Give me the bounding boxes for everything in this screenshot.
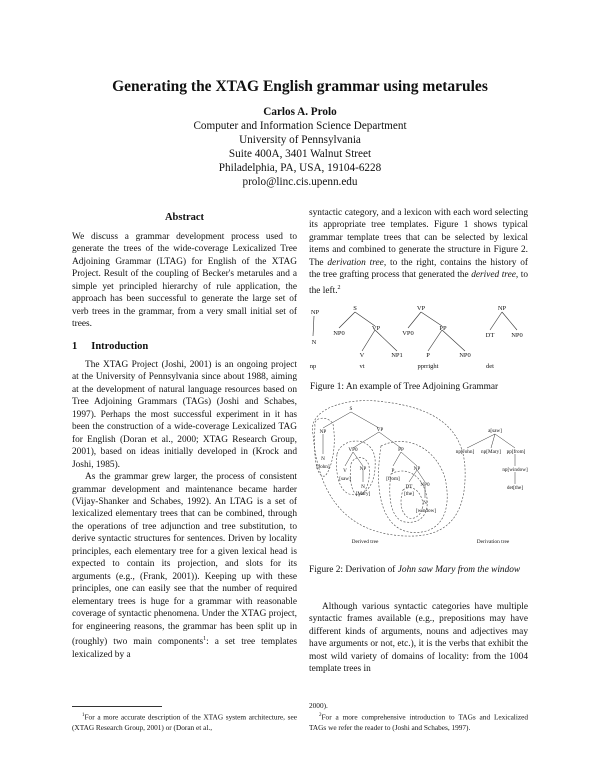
derivation-node: np[window] xyxy=(502,467,528,473)
footnote-1-number: 1 xyxy=(82,713,85,718)
derived-node: [Mary] xyxy=(355,491,371,497)
figure-2-caption xyxy=(309,564,528,576)
fig1-label: P xyxy=(426,352,430,359)
author-university: University of Pennsylvania xyxy=(239,134,361,146)
author-street: Suite 400A, 3401 Walnut Street xyxy=(228,148,372,160)
derived-node: DT xyxy=(405,484,413,490)
introduction-body xyxy=(72,359,297,661)
derived-node: VP0 xyxy=(348,447,358,453)
derived-tree-label: Derived tree xyxy=(351,539,379,545)
intro-p2-end: : a set tree templates lexicalized by a xyxy=(72,637,297,660)
fig1-label: PP xyxy=(439,325,447,332)
figure-2-caption-sentence: John saw Mary from the window xyxy=(397,565,521,575)
figure-2-derivation xyxy=(305,398,530,550)
fig1-label: np xyxy=(309,363,317,370)
fig1-label: VP xyxy=(416,305,426,312)
footnote-rule-left xyxy=(72,706,162,707)
derived-node: NP xyxy=(319,429,327,435)
fig1-label: S xyxy=(353,305,357,312)
figure-1-tag-trees xyxy=(305,302,530,374)
fig1-label: det xyxy=(486,363,494,370)
derivation-node: det[the] xyxy=(506,485,524,491)
derivation-node: a[saw] xyxy=(488,428,502,434)
fig1-label: NP0 xyxy=(333,330,345,337)
abstract-body xyxy=(72,231,297,331)
right-paragraph-1 xyxy=(309,207,528,297)
section-number: 1 xyxy=(72,341,78,352)
paper-title: Generating the XTAG English grammar using metarules xyxy=(112,78,488,95)
fig1-label: NP xyxy=(310,309,320,316)
fig1-label: NP0 xyxy=(459,352,471,359)
fig1-label: NP0 xyxy=(511,332,523,339)
derived-node: [saw] xyxy=(339,476,351,482)
figure-1-caption: Figure 1: An example of Tree Adjoining Grammar xyxy=(310,382,499,392)
intro-paragraph-1: The XTAG Project (Joshi, 2001) is an ongoing project at the University of Pennsylvania since about 1988, aiming at the development of natural language resources based on Tree Adjoining Grammars (TAGs) (Joshi and Schabes, 1997). Perhaps the most successful experiment in it has been the construction of a wide-coverage Lexicalized TAG for English (Doran et al., 2000; XTAG Research Group, 2001), based on ideas initially developed in (Krock and Joshi, 1985). xyxy=(72,360,297,470)
author-city: Philadelphia, PA, USA, 19104-6228 xyxy=(218,162,382,174)
author-name: Carlos A. Prolo xyxy=(263,106,337,118)
derivation-node: np[John] xyxy=(455,449,475,455)
derived-node: VP xyxy=(376,427,384,433)
right-paragraph-2: Although various syntactic categories have multiple syntactic frames available (e.g., prepositions may have different kinds of arguments, nouns and adjectives may have arguments or not, etc.), it is the verbs that exhibit the most wild variety of domains of locality: from the 1004 template trees in xyxy=(309,602,528,675)
derived-node: NP xyxy=(359,466,367,472)
derived-node: [from] xyxy=(386,476,400,482)
right-column-intro xyxy=(309,207,528,297)
derived-node: [the] xyxy=(404,491,414,497)
section-heading xyxy=(72,341,162,352)
right-p1-text-a: syntactic category, and a lexicon with each word selecting its appropriate tree templates. Figure 1 shows typical grammar template trees that can be selected by lexical items and combined to generate the structure in Figure 2. The xyxy=(309,208,528,268)
fig1-label: N xyxy=(311,339,317,346)
footnote-1 xyxy=(72,711,297,733)
fig1-label: V xyxy=(359,352,365,359)
intro-paragraph-2 xyxy=(72,471,297,661)
derivation-node: pp[from] xyxy=(506,449,526,455)
footnote-1-text: For a more accurate description of the XTAG system architecture, see (XTAG Research Group, 2001) or (Doran et al., xyxy=(72,712,297,732)
derivation-tree-label: Derivation tree xyxy=(476,539,510,545)
term-derivation-tree: derivation tree xyxy=(327,257,384,268)
right-p1-text-c: , to the left. xyxy=(309,270,529,296)
intro-p2-text: As the grammar grew larger, the process of consistent grammar development and maintenance became harder (Vijay-Shanker and Schabes, 1992). An LTAG is a set of lexicalized elementary trees that can be combined, through the operations of tree adjunction and tree substitution, to derive syntactic structures for sentences. Driven by locality principles, each elementary tree for a given lexical head is expected to contain its projection, and slots for its arguments (e.g., (Frank, 2001)). Keeping up with these principles, one can easily see that the number of required elementary trees is huge for a grammar with reasonable coverage of syntactic phenomena. Under the XTAG project, for engineering reasons, the grammar has been split up in (roughly) two main components xyxy=(72,472,297,648)
derived-node: V xyxy=(343,468,347,474)
derived-node: N xyxy=(423,500,427,506)
derived-node: N xyxy=(361,484,365,490)
derived-node: [window] xyxy=(415,508,437,514)
footnote-ref-1: 1 xyxy=(203,635,207,642)
right-column-body xyxy=(309,601,528,676)
derived-node: NP xyxy=(413,466,421,472)
abstract-text: We discuss a grammar development process used to generate the trees of the wide-coverage Lexicalized Tree Adjoining Grammar (LTAG) for English of the XTAG Project. Result of the coupling of Becker's metarules and a simple yet principled hierarchy of rule application, the approach has been successful to generate the large set of verb trees in the grammar, from a very small initial set of trees. xyxy=(72,232,297,330)
author-dept: Computer and Information Science Department xyxy=(193,120,407,132)
footnote-2 xyxy=(309,711,528,733)
footnote-2-text: For a more comprehensive introduction to TAGs and Lexicalized TAGs we refer the reader to (Joshi and Schabes, 1997). xyxy=(309,712,528,732)
author-email: prolo@linc.cis.upenn.edu xyxy=(242,176,358,188)
footnote-1-continued: 2000). xyxy=(309,701,328,710)
section-title: Introduction xyxy=(91,341,149,352)
derived-node: N xyxy=(321,456,325,462)
fig1-label: VP0 xyxy=(402,330,414,337)
derivation-node: np[Mary] xyxy=(481,449,501,455)
fig1-label: DT xyxy=(485,332,495,339)
derived-node: PP xyxy=(398,447,404,453)
fig1-label: pprright xyxy=(417,363,439,370)
footnote-ref-2: 2 xyxy=(337,284,341,291)
footnote-2-number: 2 xyxy=(319,713,322,718)
derived-node: P xyxy=(391,468,395,474)
derived-node: NP0 xyxy=(420,482,430,488)
abstract-heading: Abstract xyxy=(164,212,205,223)
derived-node: S xyxy=(349,406,353,412)
fig1-label: NP1 xyxy=(391,352,403,359)
figure-2-caption-text: Figure 2: Derivation of xyxy=(309,565,398,575)
fig1-label: NP xyxy=(497,305,507,312)
pp-region xyxy=(379,441,448,532)
fig1-label: VP xyxy=(371,325,381,332)
fig1-label: vt xyxy=(359,363,365,370)
derived-node: [John] xyxy=(316,464,330,470)
right-p1-text-b: , to the right, contains the history of the tree grafting process that generated the xyxy=(309,257,528,281)
term-derived-tree: derived tree xyxy=(471,270,516,281)
